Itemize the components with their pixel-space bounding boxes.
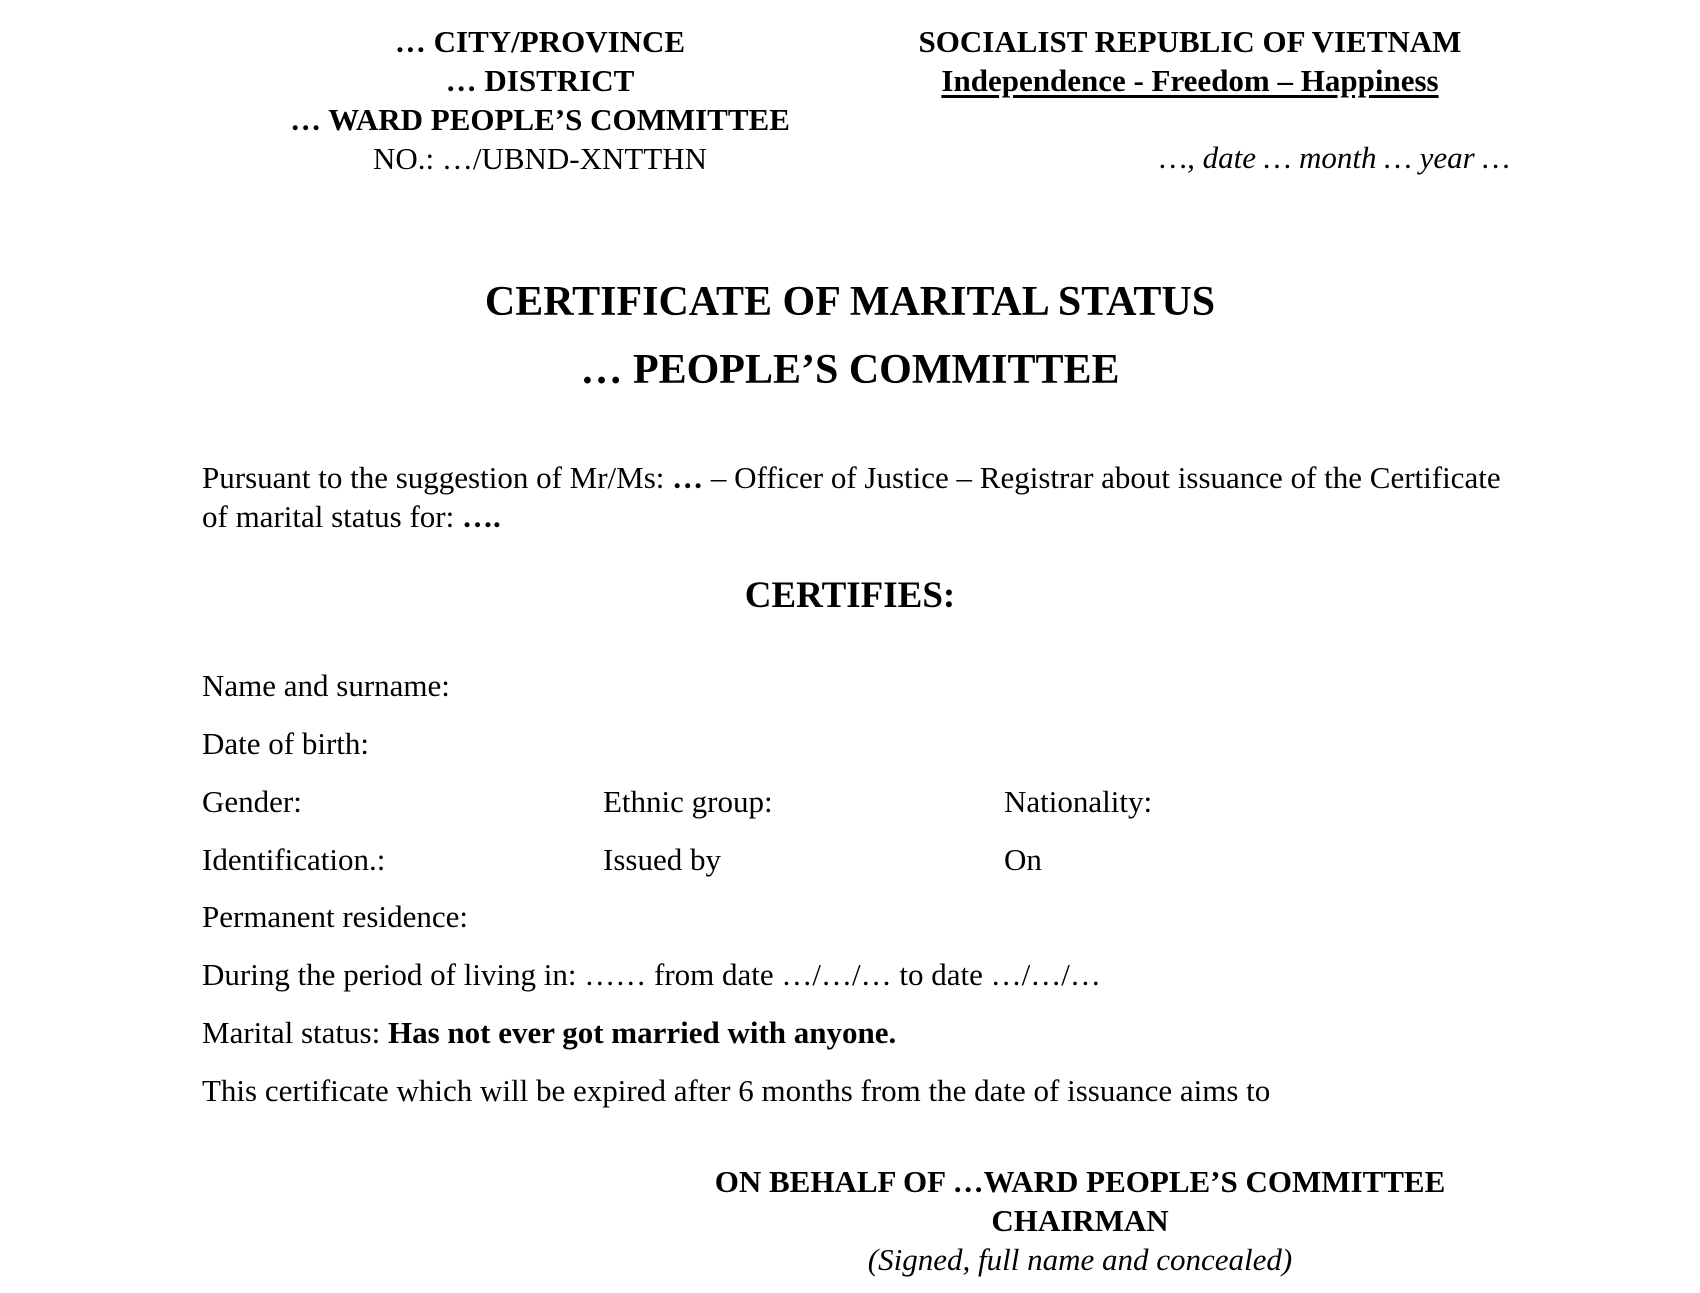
- title-line-2: … PEOPLE’S COMMITTEE: [580, 347, 1120, 393]
- document-number: NO.: …/UBND-XNTTHN: [372, 141, 708, 176]
- issued-on-field-label: On: [1004, 842, 1042, 877]
- intro-text-1: Pursuant to the suggestion of Mr/Ms:: [202, 460, 673, 495]
- marital-status-value: Has not ever got married with anyone.: [387, 1015, 897, 1050]
- issued-by-field-label: Issued by: [603, 842, 721, 877]
- national-motto: Independence - Freedom – Happiness: [941, 63, 1439, 98]
- ethnic-field-label: Ethnic group:: [603, 784, 773, 819]
- intro-text-2: – Officer of Justice – Registrar about issuance of the Certificate of marital status for:: [202, 460, 1501, 534]
- dob-field-label: Date of birth:: [202, 726, 370, 761]
- national-motto-block: [850, 22, 1530, 100]
- intro-officer-placeholder: …: [672, 460, 704, 495]
- certifies-heading: CERTIFIES:: [744, 575, 956, 616]
- district-line: … DISTRICT: [445, 63, 635, 98]
- signature-block: [600, 1162, 1560, 1279]
- intro-paragraph: [202, 458, 1502, 536]
- issue-date-line: …, date … month … year …: [1159, 140, 1510, 175]
- residence-period-line: During the period of living in: …… from date …/…/… to date …/…/…: [202, 957, 1101, 992]
- signature-authority: ON BEHALF OF …WARD PEOPLE’S COMMITTEE: [714, 1164, 1446, 1199]
- city-province-line: … CITY/PROVINCE: [394, 24, 686, 59]
- signature-note: (Signed, full name and concealed): [867, 1242, 1293, 1277]
- intro-subject-placeholder: ….: [462, 499, 501, 534]
- marital-status-line: [202, 1015, 896, 1051]
- nationality-field-label: Nationality:: [1004, 784, 1153, 819]
- expiry-statement: This certificate which will be expired after 6 months from the date of issuance aims to: [202, 1073, 1271, 1108]
- gender-field-label: Gender:: [202, 784, 302, 819]
- issuing-authority-block: [200, 22, 880, 178]
- country-name: SOCIALIST REPUBLIC OF VIETNAM: [918, 24, 1462, 59]
- document-title: [0, 268, 1700, 404]
- title-line-1: CERTIFICATE OF MARITAL STATUS: [484, 279, 1216, 325]
- marital-status-label: Marital status:: [202, 1015, 388, 1050]
- identification-field-label: Identification.:: [202, 842, 386, 877]
- residence-field-label: Permanent residence:: [202, 899, 468, 934]
- name-field-label: Name and surname:: [202, 668, 450, 703]
- ward-committee-line: … WARD PEOPLE’S COMMITTEE: [290, 102, 790, 137]
- signature-title: CHAIRMAN: [991, 1203, 1169, 1238]
